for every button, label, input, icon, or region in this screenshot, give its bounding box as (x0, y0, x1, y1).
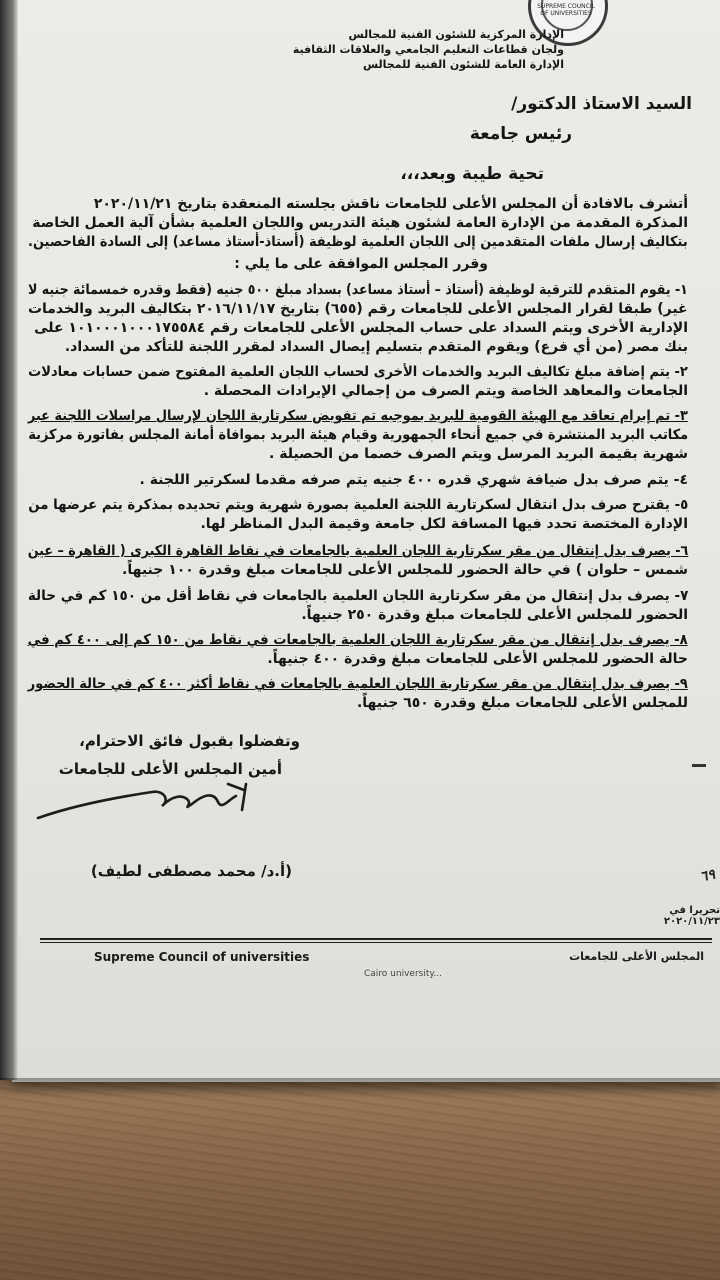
body-line: ٥- يقترح صرف بدل انتقال لسكرتارية اللجنة العلمية بصورة شهرية ويتم تحديده بمذكرة يتم عرضها من (28, 497, 688, 513)
body-line: الإدارية الأخرى ويتم السداد على حساب المجلس الأعلى للجامعات رقم ١٠١٠٠٠١٠٠٠١٧٥٥٨٤ على (34, 320, 688, 336)
body-line: ٦- يصرف بدل إنتقال من مقر سكرتارية اللجان العلمية بالجامعات في نقاط القاهرة الكبرى ( القاهرة – عين (27, 543, 688, 559)
addressee: السيد الاستاذ الدكتور/ (511, 94, 692, 114)
document-page (12, 0, 720, 1082)
body-line: الجامعات والمعاهد الخاصة ويتم الصرف من إجمالي الإيرادات المحصلة . (203, 383, 688, 399)
body-line: الحضور للمجلس الأعلى للجامعات مبلغ وقدرة ٢٥٠ جنيهاً. (301, 607, 688, 623)
body-line: غير) طبقا لقرار المجلس الأعلى للجامعات رقم (٦٥٥) بتاريخ ٢٠١٦/١١/١٧ بتكاليف البريد والخدمات (28, 301, 688, 317)
greeting: تحية طيبة وبعد،،، (400, 164, 544, 184)
body-line: للمجلس الأعلى للجامعات مبلغ وقدرة ٦٥٠ جنيهاً. (356, 695, 688, 711)
footer-english: Supreme Council of universities (94, 950, 310, 964)
signature-scribble (32, 770, 272, 840)
body-line: ٩- يصرف بدل إنتقال من مقر سكرتارية اللجان العلمية بالجامعات في نقاط أكثر ٤٠٠ كم في حالة الحضور (27, 676, 688, 692)
body-line: حالة الحضور للمجلس الأعلى للجامعات مبلغ وقدرة ٤٠٠ جنيهاً. (267, 651, 688, 667)
body-line: وقرر المجلس الموافقة على ما يلي : (234, 256, 488, 272)
signer-title: أمين المجلس الأعلى للجامعات (58, 760, 282, 778)
header-line-2: ولجان قطاعات التعليم الجامعي والعلاقات الثقافية (292, 43, 564, 56)
footer-rule-top (40, 938, 712, 940)
handwritten-number: ٦٩ (698, 866, 717, 886)
body-line: بتكاليف إرسال ملفات المتقدمين إلى اللجان العلمية لوظيفة (أستاذ-أستاذ مساعد) إلى السادة الفاحصين. (28, 234, 688, 250)
body-line: شهرية بقيمة البريد المرسل ويتم الصرف خصما من الحصيلة . (269, 446, 688, 462)
header-line-1: الإدارة المركزية للشئون الفنية للمجالس (348, 28, 564, 41)
closing-regards: وتفضلوا بقبول فائق الاحترام، (79, 732, 300, 750)
body-line: ٨- يصرف بدل إنتقال من مقر سكرتارية اللجان العلمية بالجامعات في نقاط من ١٥٠ كم إلى ٤٠٠ كم في (27, 632, 688, 648)
binder-edge (0, 0, 18, 1080)
body-line: ٢- يتم إضافة مبلغ تكاليف البريد والخدمات الأخرى لحساب اللجان العلمية المفتوح ضمن حسابات معادلات (28, 364, 688, 380)
date-note: تحريرا في ٢٠٢٠/١١/٢٣ (663, 905, 720, 927)
body-line: بنك مصر (من أي فرع) ويقوم المتقدم بتسليم إيصال السداد لمقرر اللجنة للتأكد من السداد. (64, 339, 688, 355)
footer-rule-thin (40, 942, 712, 943)
body-line: المذكرة المقدمة من الإدارة العامة لشئون هيئة التدريس واللجان العلمية بشأن آلية العمل الخاصة (32, 215, 688, 231)
body-line: ٧- يصرف بدل إنتقال من مقر سكرتارية اللجان العلمية بالجامعات في نقاط أقل من ١٥٠ كم في حالة (27, 588, 688, 604)
body-line: ٤- يتم صرف بدل ضيافة شهري قدره ٤٠٠ جنيه يتم صرفه مقدما لسكرتير اللجنة . (139, 472, 688, 488)
signer-name: (أ.د/ محمد مصطفى لطيف) (90, 862, 292, 880)
seal-text: SUPREME COUNCIL OF UNIVERSITIES (537, 3, 595, 17)
footer-address: Cairo university... (364, 969, 442, 979)
body-line: أتشرف بالافادة أن المجلس الأعلى للجامعات ناقش بجلسته المنعقدة بتاريخ ٢٠٢٠/١١/٢١ (93, 196, 688, 212)
margin-mark (692, 764, 706, 767)
footer-arabic: المجلس الأعلى للجامعات (569, 950, 704, 963)
body-line: ٣- تم إبرام تعاقد مع الهيئة القومية للبريد بموجبه تم تفويض سكرتارية اللجان لإرسال مراسلات اللجنة عبر (28, 408, 688, 424)
body-line: الإدارة المختصة تحدد فيها المسافة لكل جامعة وقيمة البدل المناظر لها. (200, 516, 688, 532)
body-line: ١- يقوم المتقدم للترقية لوظيفة (أستاذ – أستاذ مساعد) بسداد مبلغ ٥٠٠ جنيه (فقط وقدره خمسمائة جنيه لا (28, 282, 688, 298)
page-shadow (0, 1078, 720, 1098)
university-title: رئيس جامعة (469, 124, 572, 144)
body-line: شمس – حلوان ) في حالة الحضور للمجلس الأعلى للجامعات مبلغ وقدرة ١٠٠ جنيهاً. (122, 562, 688, 578)
header-line-3: الإدارة العامة للشئون الفنية للمجالس (362, 58, 564, 71)
body-line: مكاتب البريد المنتشرة في جميع أنحاء الجمهورية وقيام هيئة البريد بموافاة أمانة المجلس بفاتورة مركزية (28, 427, 688, 443)
